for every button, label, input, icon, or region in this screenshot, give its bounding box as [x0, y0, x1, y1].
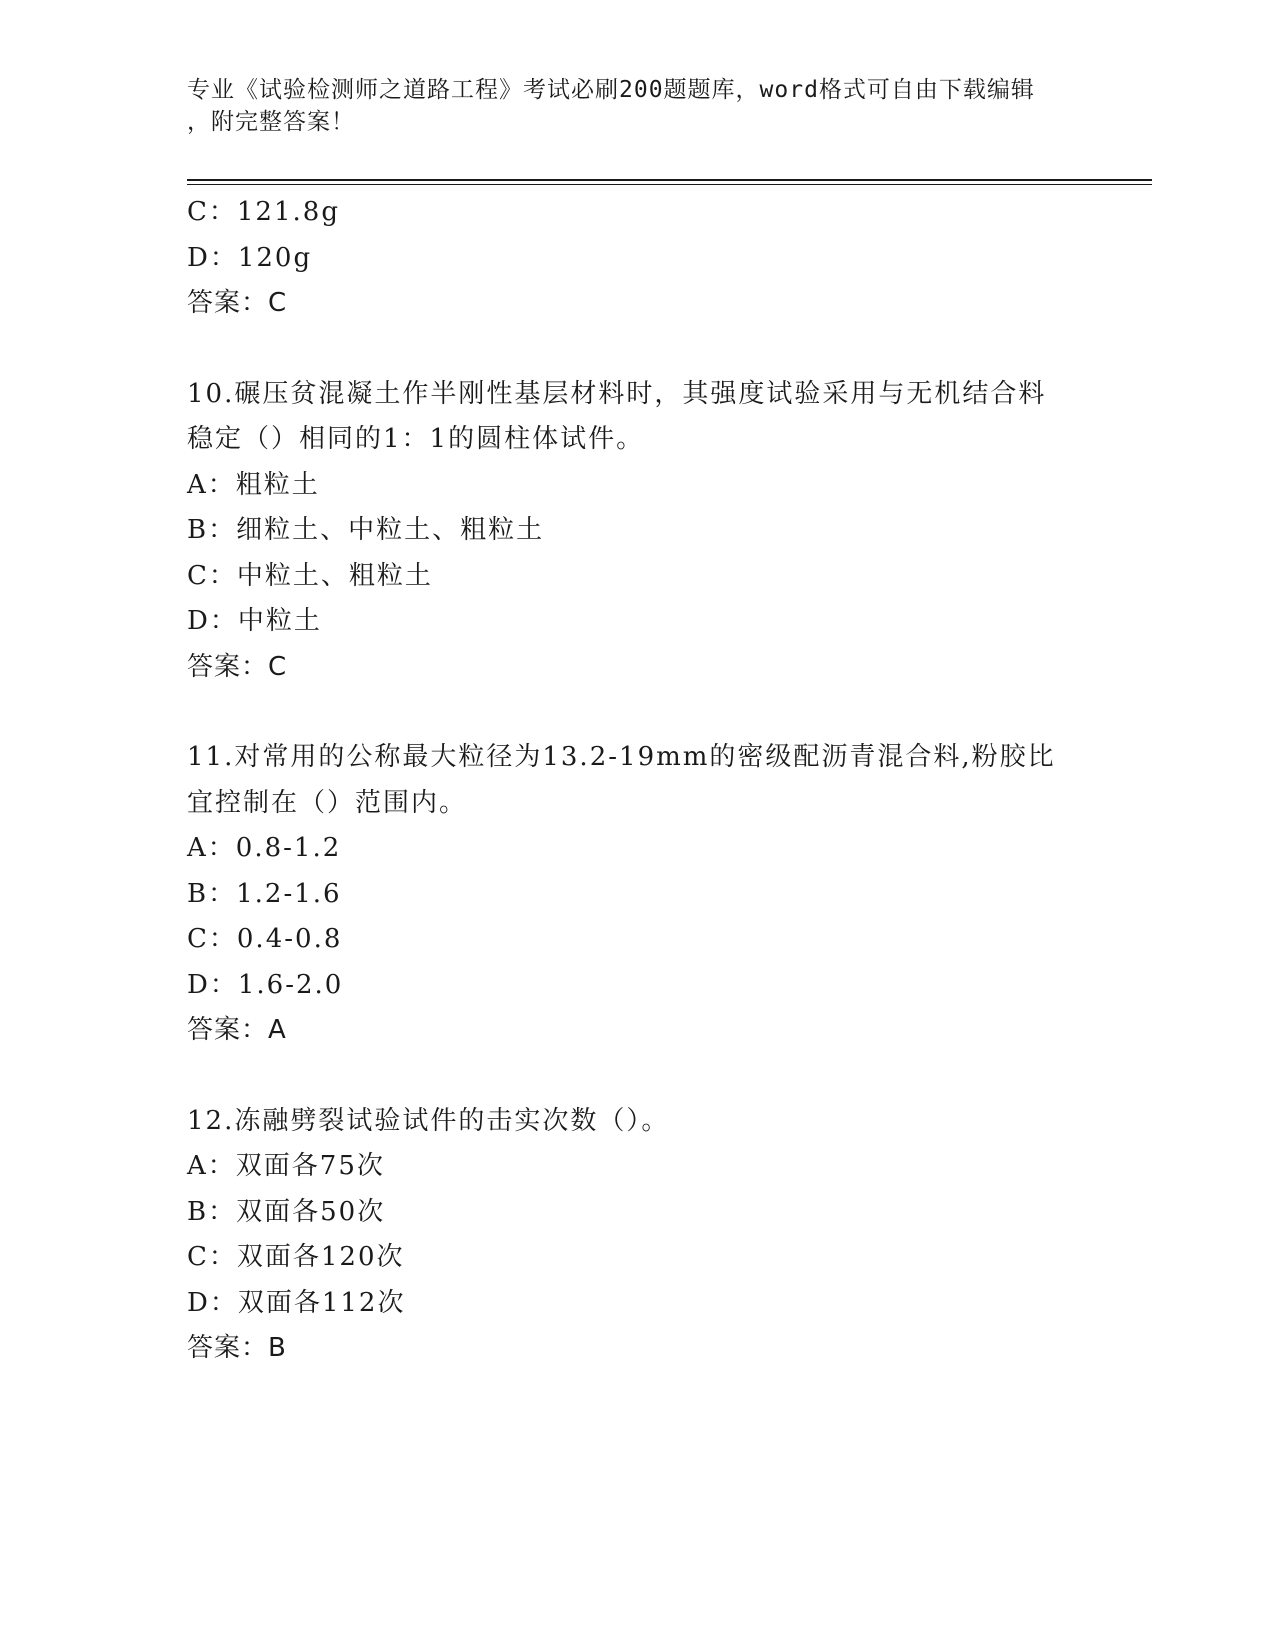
option-d: D：双面各112次	[187, 1287, 406, 1318]
option-c: C：中粒土、粗粒土	[187, 560, 433, 591]
question-9-tail	[187, 190, 1087, 327]
spacer	[187, 327, 1087, 372]
option-c: C：双面各120次	[187, 1242, 405, 1272]
question-content	[187, 190, 1087, 1372]
question-11	[187, 735, 1087, 1054]
header-line-2: ，附完整答案！	[187, 109, 355, 135]
question-12	[187, 1099, 1087, 1372]
option-a: A：双面各75次	[187, 1151, 385, 1181]
answer-line: 答案：A	[187, 1015, 287, 1045]
option-a: A：粗粒土	[187, 469, 320, 500]
question-10	[187, 372, 1087, 691]
question-stem: 12.冻融劈裂试验试件的击实次数（）。	[187, 1105, 670, 1136]
option-a: A：0.8-1.2	[187, 833, 342, 863]
question-stem: 10.碾压贫混凝土作半刚性基层材料时，其强度试验采用与无机结合料	[187, 378, 1047, 409]
option-b: B：细粒土、中粒土、粗粒土	[187, 515, 545, 545]
header-divider-thick	[187, 179, 1152, 181]
option-c: C：121.8g	[187, 197, 340, 227]
option-d: D：120g	[187, 242, 313, 273]
spacer	[187, 1054, 1087, 1099]
question-stem-continued: 稳定（）相同的1：1的圆柱体试件。	[187, 424, 645, 454]
option-b: B：双面各50次	[187, 1196, 386, 1227]
document-header	[187, 74, 1067, 138]
answer-line: 答案：C	[187, 288, 288, 318]
spacer	[187, 690, 1087, 735]
option-d: D：中粒土	[187, 606, 322, 636]
header-divider-thin	[187, 184, 1152, 185]
option-d: D：1.6-2.0	[187, 969, 344, 1000]
option-c: C：0.4-0.8	[187, 924, 343, 954]
answer-line: 答案：C	[187, 651, 288, 682]
header-line-1: 专业《试验检测师之道路工程》考试必刷200题题库，word格式可自由下载编辑	[187, 77, 1035, 103]
question-stem: 11.对常用的公称最大粒径为13.2-19mm的密级配沥青混合料,粉胶比	[187, 742, 1056, 772]
answer-line: 答案：B	[187, 1333, 287, 1363]
question-stem-continued: 宜控制在（）范围内。	[187, 787, 468, 818]
option-b: B：1.2-1.6	[187, 878, 342, 909]
